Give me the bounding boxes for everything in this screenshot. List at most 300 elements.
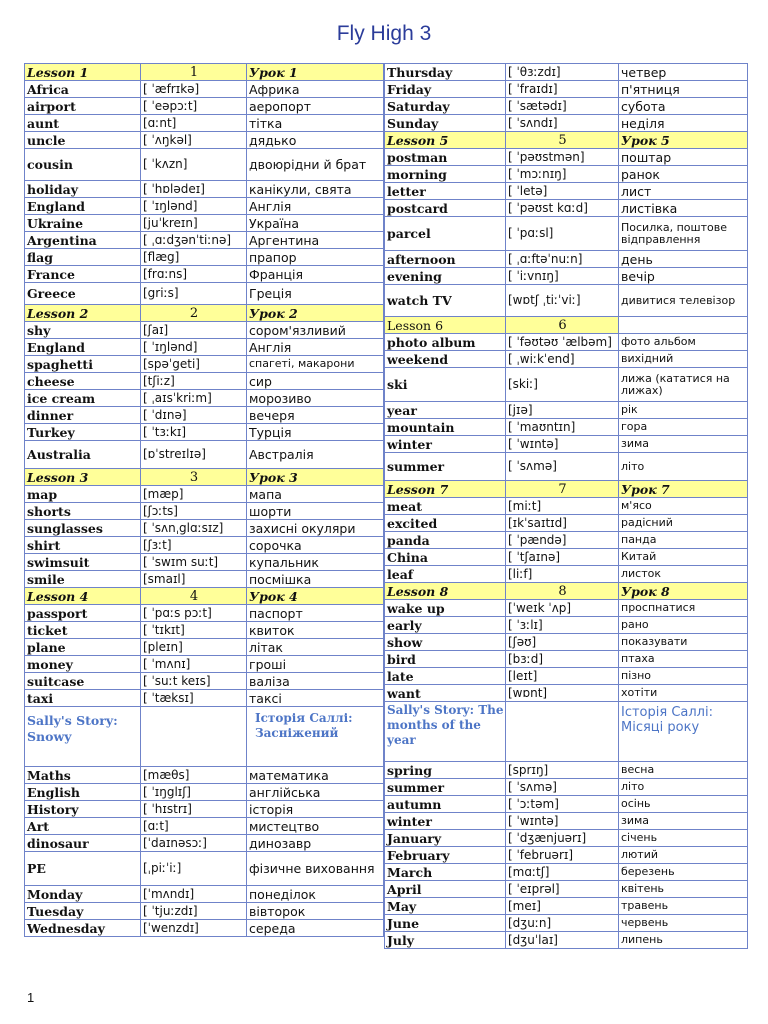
english-word: PE [25, 852, 141, 886]
ukrainian-translation: вівторок [247, 903, 384, 920]
english-word: spring [385, 762, 506, 779]
vocabulary-row [25, 181, 384, 198]
ukrainian-translation: Україна [247, 215, 384, 232]
vocabulary-row [385, 285, 748, 317]
english-word: aunt [25, 115, 141, 132]
vocabulary-row [385, 166, 748, 183]
ukrainian-translation: четвер [619, 64, 748, 81]
transcription: [mɑːtʃ] [506, 864, 619, 881]
vocabulary-row [25, 571, 384, 588]
transcription: [ ˈfəʊtəʊ ˈælbəm] [506, 334, 619, 351]
vocabulary-row [385, 453, 748, 481]
ukrainian-translation: показувати [619, 634, 748, 651]
english-word: England [25, 339, 141, 356]
ukrainian-translation: гроші [247, 656, 384, 673]
transcription: [ ˌɑːftəˈnuːn] [506, 251, 619, 268]
english-word: Art [25, 818, 141, 835]
lesson-title-en: Lesson 1 [25, 64, 141, 81]
lesson-title-en: Lesson 8 [385, 583, 506, 600]
vocabulary-row [385, 498, 748, 515]
ukrainian-translation: валіза [247, 673, 384, 690]
transcription: [ ˌɑːdʒənˈtiːnə] [141, 232, 247, 249]
vocabulary-row [25, 390, 384, 407]
ukrainian-translation: Греція [247, 283, 384, 305]
vocabulary-row [385, 368, 748, 402]
vocabulary-row [385, 813, 748, 830]
ukrainian-translation: рік [619, 402, 748, 419]
vocabulary-row [385, 251, 748, 268]
english-word: England [25, 198, 141, 215]
ukrainian-translation: вечеря [247, 407, 384, 424]
english-word: watch TV [385, 285, 506, 317]
transcription: [meɪ] [506, 898, 619, 915]
english-word: Africa [25, 81, 141, 98]
vocabulary-row [25, 690, 384, 707]
lesson-title-uk: Урок 3 [247, 469, 384, 486]
ukrainian-translation: квітень [619, 881, 748, 898]
transcription: [ ˈpɑːsl] [506, 217, 619, 251]
transcription: [ ˈkʌzn] [141, 149, 247, 181]
english-word: History [25, 801, 141, 818]
ukrainian-translation: захисні окуляри [247, 520, 384, 537]
ukrainian-translation: сором'язливий [247, 322, 384, 339]
ukrainian-translation: літо [619, 779, 748, 796]
story-row [25, 707, 384, 767]
ukrainian-translation: січень [619, 830, 748, 847]
transcription: [skiː] [506, 368, 619, 402]
vocabulary-row [385, 915, 748, 932]
english-word: parcel [385, 217, 506, 251]
transcription: [ ˈwɪntə] [506, 813, 619, 830]
english-word: dinosaur [25, 835, 141, 852]
transcription: [jɪə] [506, 402, 619, 419]
english-word: letter [385, 183, 506, 200]
english-word: ice cream [25, 390, 141, 407]
vocabulary-row [25, 115, 384, 132]
vocabulary-row [385, 651, 748, 668]
ukrainian-translation: зима [619, 436, 748, 453]
vocabulary-row [25, 639, 384, 656]
english-word: late [385, 668, 506, 685]
vocabulary-row [25, 537, 384, 554]
lesson-title-en: Lesson 7 [385, 481, 506, 498]
english-word: Friday [385, 81, 506, 98]
ukrainian-translation: весна [619, 762, 748, 779]
vocabulary-row [25, 441, 384, 469]
english-word: photo album [385, 334, 506, 351]
english-word: evening [385, 268, 506, 285]
transcription: [ɒˈstreɪlɪə] [141, 441, 247, 469]
english-word: June [385, 915, 506, 932]
ukrainian-translation: зима [619, 813, 748, 830]
ukrainian-translation: дядько [247, 132, 384, 149]
page-title: Fly High 3 [336, 22, 432, 45]
ukrainian-translation: березень [619, 864, 748, 881]
ukrainian-translation: червень [619, 915, 748, 932]
vocabulary-row [25, 424, 384, 441]
ukrainian-translation: Китай [619, 549, 748, 566]
lesson-title-uk: Урок 4 [247, 588, 384, 605]
lesson-header-row [385, 583, 748, 600]
ukrainian-translation: мапа [247, 486, 384, 503]
english-word: show [385, 634, 506, 651]
lesson-title-uk: Урок 1 [247, 64, 384, 81]
ukrainian-translation: проспнатися [619, 600, 748, 617]
vocabulary-row [25, 886, 384, 903]
ukrainian-translation: прапор [247, 249, 384, 266]
lesson-title-en: Lesson 4 [25, 588, 141, 605]
english-word: suitcase [25, 673, 141, 690]
ukrainian-translation: поштар [619, 149, 748, 166]
vocabulary-row [25, 852, 384, 886]
vocabulary-row [385, 64, 748, 81]
vocabulary-row [385, 149, 748, 166]
lesson-title-en: Lesson 6 [385, 317, 506, 334]
english-word: Saturday [385, 98, 506, 115]
english-word: wake up [385, 600, 506, 617]
english-word: May [385, 898, 506, 915]
english-word: early [385, 617, 506, 634]
vocabulary-row [25, 339, 384, 356]
lesson-title-uk: Урок 5 [619, 132, 748, 149]
ukrainian-translation: вечір [619, 268, 748, 285]
transcription: [mæp] [141, 486, 247, 503]
english-word: Turkey [25, 424, 141, 441]
ukrainian-translation: тітка [247, 115, 384, 132]
vocabulary-row [385, 183, 748, 200]
vocabulary-row [385, 200, 748, 217]
ukrainian-translation: м'ясо [619, 498, 748, 515]
vocabulary-row [385, 617, 748, 634]
vocabulary-row [385, 217, 748, 251]
ukrainian-translation: понеділок [247, 886, 384, 903]
vocabulary-row [25, 801, 384, 818]
story-title-en: Sally's Story: Snowy [25, 707, 141, 767]
ukrainian-translation: Аргентина [247, 232, 384, 249]
ukrainian-translation: англійська [247, 784, 384, 801]
ukrainian-translation: Англія [247, 198, 384, 215]
ukrainian-translation: купальник [247, 554, 384, 571]
transcription: [ ˈletə] [506, 183, 619, 200]
english-word: France [25, 266, 141, 283]
vocabulary-row [25, 215, 384, 232]
transcription: [ɑːnt] [141, 115, 247, 132]
ukrainian-translation: середа [247, 920, 384, 937]
transcription: [ˈmʌndɪ] [141, 886, 247, 903]
english-word: passport [25, 605, 141, 622]
vocabulary-row [25, 520, 384, 537]
transcription: [ ˈsʌndɪ] [506, 115, 619, 132]
english-word: money [25, 656, 141, 673]
transcription: [ˈweɪk ˈʌp] [506, 600, 619, 617]
lesson-title-en: Lesson 5 [385, 132, 506, 149]
transcription: [ʃɜːt] [141, 537, 247, 554]
ukrainian-translation: динозавр [247, 835, 384, 852]
english-word: year [385, 402, 506, 419]
vocabulary-row [25, 266, 384, 283]
transcription: [ ˈmʌnɪ] [141, 656, 247, 673]
transcription: [ ˈeɪprəl] [506, 881, 619, 898]
transcription: [mæθs] [141, 767, 247, 784]
english-word: July [385, 932, 506, 949]
ukrainian-translation: листок [619, 566, 748, 583]
english-word: China [385, 549, 506, 566]
transcription: [juˈkreɪn] [141, 215, 247, 232]
english-word: winter [385, 813, 506, 830]
english-word: March [385, 864, 506, 881]
vocabulary-row [385, 419, 748, 436]
story-title-en: Sally's Story: The months of the year [385, 702, 506, 762]
vocabulary-row [25, 903, 384, 920]
vocabulary-row [25, 198, 384, 215]
transcription: [ɪkˈsaɪtɪd] [506, 515, 619, 532]
english-word: summer [385, 453, 506, 481]
vocabulary-row [385, 685, 748, 702]
english-word: cousin [25, 149, 141, 181]
ukrainian-translation: канікули, свята [247, 181, 384, 198]
lesson-number: 6 [506, 317, 619, 334]
vocabulary-row [385, 932, 748, 949]
english-word: cheese [25, 373, 141, 390]
english-word: taxi [25, 690, 141, 707]
english-word: uncle [25, 132, 141, 149]
transcription: [ ˈtjuːzdɪ] [141, 903, 247, 920]
vocabulary-row [385, 864, 748, 881]
lesson-title-uk [619, 317, 748, 334]
ukrainian-translation: Турція [247, 424, 384, 441]
english-word: shirt [25, 537, 141, 554]
transcription: [ ˈθɜːzdɪ] [506, 64, 619, 81]
english-word: Tuesday [25, 903, 141, 920]
vocabulary-row [25, 503, 384, 520]
lesson-number: 2 [141, 305, 247, 322]
ukrainian-translation: лист [619, 183, 748, 200]
vocabulary-row [385, 600, 748, 617]
ukrainian-translation: пізно [619, 668, 748, 685]
english-word: smile [25, 571, 141, 588]
ukrainian-translation: неділя [619, 115, 748, 132]
english-word: dinner [25, 407, 141, 424]
english-word: April [385, 881, 506, 898]
vocabulary-row [25, 149, 384, 181]
transcription: [ʃɔːts] [141, 503, 247, 520]
lesson-header-row [385, 481, 748, 498]
lesson-title-en: Lesson 3 [25, 469, 141, 486]
ukrainian-translation: двоюрідни й брат [247, 149, 384, 181]
vocabulary-row [25, 673, 384, 690]
lesson-title-uk: Урок 8 [619, 583, 748, 600]
vocabulary-row [25, 920, 384, 937]
ukrainian-translation: сир [247, 373, 384, 390]
transcription: [ ˈfraɪdɪ] [506, 81, 619, 98]
transcription: [wɒnt] [506, 685, 619, 702]
lesson-number: 1 [141, 64, 247, 81]
ukrainian-translation: математика [247, 767, 384, 784]
english-word: Maths [25, 767, 141, 784]
transcription: [ ˈhɒlədeɪ] [141, 181, 247, 198]
ukrainian-translation: день [619, 251, 748, 268]
transcription: [dʒuːn] [506, 915, 619, 932]
english-word: shorts [25, 503, 141, 520]
story-phonetic [506, 702, 619, 762]
english-word: winter [385, 436, 506, 453]
transcription: [ ˈswɪm suːt] [141, 554, 247, 571]
english-word: Greece [25, 283, 141, 305]
vocabulary-row [385, 762, 748, 779]
vocabulary-row [385, 81, 748, 98]
lesson-number: 7 [506, 481, 619, 498]
english-word: map [25, 486, 141, 503]
vocabulary-row [385, 515, 748, 532]
english-word: ski [385, 368, 506, 402]
ukrainian-translation: листівка [619, 200, 748, 217]
lesson-header-row [25, 64, 384, 81]
transcription: [ ˈdʒænjuərɪ] [506, 830, 619, 847]
story-title-uk: Історія Саллі: Місяці року [619, 702, 748, 762]
english-word: swimsuit [25, 554, 141, 571]
ukrainian-translation: рано [619, 617, 748, 634]
ukrainian-translation: осінь [619, 796, 748, 813]
vocabulary-row [385, 268, 748, 285]
vocabulary-row [25, 554, 384, 571]
transcription: [ ˈɔːtəm] [506, 796, 619, 813]
transcription: [ ˈmaʊntɪn] [506, 419, 619, 436]
vocabulary-row [25, 283, 384, 305]
transcription: [wɒtʃ ˌtiːˈviː] [506, 285, 619, 317]
transcription: [ˈwenzdɪ] [141, 920, 247, 937]
english-word: weekend [385, 351, 506, 368]
transcription: [ ˈpɑːs pɔːt] [141, 605, 247, 622]
transcription: [bɜːd] [506, 651, 619, 668]
transcription: [frɑːns] [141, 266, 247, 283]
english-word: leaf [385, 566, 506, 583]
page-number: 1 [27, 990, 35, 1005]
ukrainian-translation: морозиво [247, 390, 384, 407]
english-word: sunglasses [25, 520, 141, 537]
transcription: [ ˈɪŋlənd] [141, 339, 247, 356]
english-word: airport [25, 98, 141, 115]
vocabulary-row [385, 351, 748, 368]
english-word: Ukraine [25, 215, 141, 232]
english-word: English [25, 784, 141, 801]
ukrainian-translation: панда [619, 532, 748, 549]
lesson-header-row [385, 317, 748, 334]
transcription: [ ˈwɪntə] [506, 436, 619, 453]
transcription: [ ˈiːvnɪŋ] [506, 268, 619, 285]
vocabulary-row [385, 402, 748, 419]
ukrainian-translation: Африка [247, 81, 384, 98]
transcription: [pleɪn] [141, 639, 247, 656]
ukrainian-translation: дивитися телевізор [619, 285, 748, 317]
english-word: Thursday [385, 64, 506, 81]
english-word: morning [385, 166, 506, 183]
english-word: January [385, 830, 506, 847]
vocabulary-row [385, 668, 748, 685]
lesson-header-row [385, 132, 748, 149]
vocabulary-row [385, 634, 748, 651]
lesson-title-uk: Урок 7 [619, 481, 748, 498]
english-word: holiday [25, 181, 141, 198]
lesson-title-en: Lesson 2 [25, 305, 141, 322]
transcription: [griːs] [141, 283, 247, 305]
transcription: [ ˈtʃaɪnə] [506, 549, 619, 566]
english-word: ticket [25, 622, 141, 639]
vocabulary-row [385, 898, 748, 915]
ukrainian-translation: хотіти [619, 685, 748, 702]
vocabulary-row [25, 98, 384, 115]
transcription: [ ˈsʌnˌglɑːsɪz] [141, 520, 247, 537]
ukrainian-translation: Австралія [247, 441, 384, 469]
vocabulary-row [25, 249, 384, 266]
vocabulary-table-left [24, 63, 384, 937]
ukrainian-translation: посмішка [247, 571, 384, 588]
english-word: want [385, 685, 506, 702]
ukrainian-translation: фото альбом [619, 334, 748, 351]
ukrainian-translation: історія [247, 801, 384, 818]
ukrainian-translation: літо [619, 453, 748, 481]
transcription: [smaɪl] [141, 571, 247, 588]
lesson-header-row [25, 469, 384, 486]
transcription: [ ˈʌŋkəl] [141, 132, 247, 149]
transcription: [leɪt] [506, 668, 619, 685]
english-word: Wednesday [25, 920, 141, 937]
english-word: Australia [25, 441, 141, 469]
vocabulary-row [385, 796, 748, 813]
vocabulary-row [25, 356, 384, 373]
transcription: [ ˈsuːt keɪs] [141, 673, 247, 690]
ukrainian-translation: Англія [247, 339, 384, 356]
transcription: [ ˈɜːlɪ] [506, 617, 619, 634]
lesson-header-row [25, 305, 384, 322]
ukrainian-translation: паспорт [247, 605, 384, 622]
ukrainian-translation: шорти [247, 503, 384, 520]
english-word: mountain [385, 419, 506, 436]
ukrainian-translation: мистецтво [247, 818, 384, 835]
english-word: Argentina [25, 232, 141, 249]
ukrainian-translation: птаха [619, 651, 748, 668]
lesson-number: 8 [506, 583, 619, 600]
english-word: spaghetti [25, 356, 141, 373]
transcription: [ ˈɪŋglɪʃ] [141, 784, 247, 801]
vocabulary-row [25, 81, 384, 98]
vocabulary-row [25, 767, 384, 784]
story-phonetic [141, 707, 247, 767]
vocabulary-row [385, 779, 748, 796]
lesson-title-uk: Урок 2 [247, 305, 384, 322]
ukrainian-translation: спагеті, макарони [247, 356, 384, 373]
english-word: Monday [25, 886, 141, 903]
english-word: excited [385, 515, 506, 532]
transcription: [flæg] [141, 249, 247, 266]
vocabulary-table-right [384, 63, 748, 949]
transcription: [ ˈdɪnə] [141, 407, 247, 424]
english-word: panda [385, 532, 506, 549]
story-title-uk: Історія Саллі: Засніжений [247, 707, 384, 767]
lesson-number: 3 [141, 469, 247, 486]
transcription: [ ˈpəʊst kɑːd] [506, 200, 619, 217]
transcription: [ ˈsʌmə] [506, 453, 619, 481]
english-word: summer [385, 779, 506, 796]
english-word: shy [25, 322, 141, 339]
ukrainian-translation: таксі [247, 690, 384, 707]
transcription: [ ˈeəpɔːt] [141, 98, 247, 115]
vocabulary-row [25, 835, 384, 852]
transcription: [ ˌaɪsˈkriːm] [141, 390, 247, 407]
vocabulary-row [25, 232, 384, 249]
transcription: [ ˈæfrɪkə] [141, 81, 247, 98]
vocabulary-row [385, 436, 748, 453]
ukrainian-translation: липень [619, 932, 748, 949]
